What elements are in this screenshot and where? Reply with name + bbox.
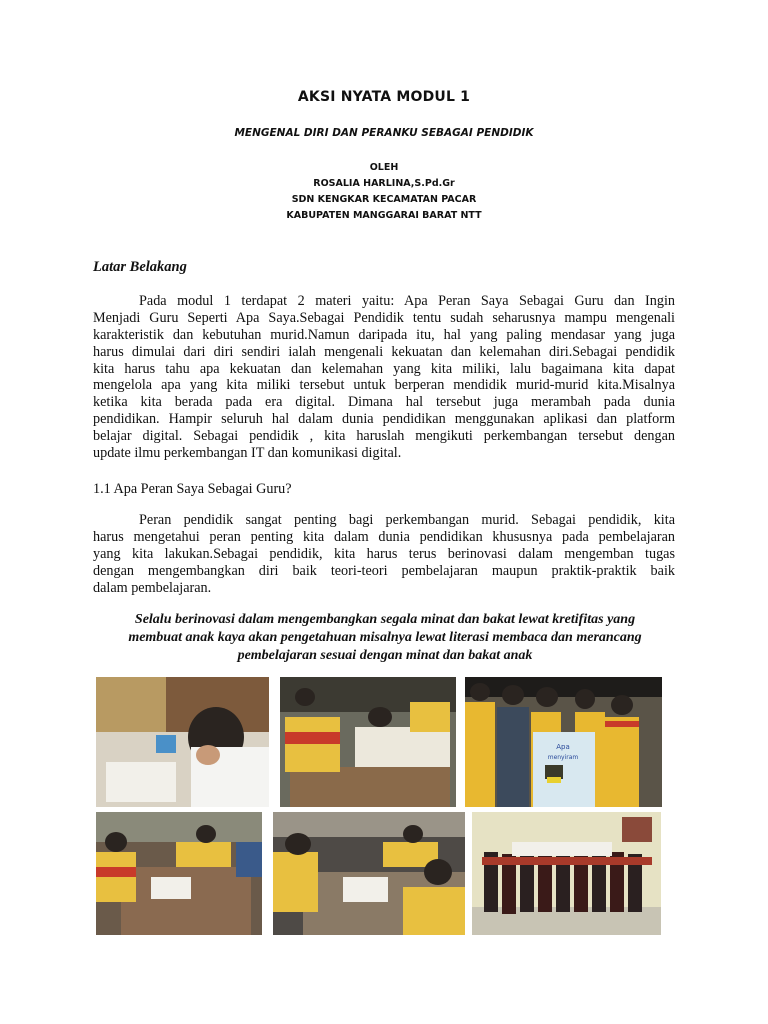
quote-line: pembelajaran sesuai dengan minat dan bakat anak bbox=[237, 648, 533, 663]
photo-group-table-work bbox=[96, 812, 262, 935]
paragraph-background bbox=[93, 293, 675, 462]
paragraph-line: dengan mengembangkan diri baik teori-teori pembelajaran maupun praktik-praktik baik bbox=[93, 562, 675, 579]
document-title: AKSI NYATA MODUL 1 bbox=[297, 89, 471, 105]
paragraph-line: yang kita lakukan.Sebagai pendidik, kita harus terus berinovasi dalam mengemban tugas bbox=[93, 545, 675, 562]
school-name: SDN KENGKAR KECAMATAN PACAR bbox=[291, 194, 477, 205]
paragraph-line: ketika kita berada pada era digital. Dimana hal tersebut juga merambah pada dunia bbox=[93, 394, 675, 411]
paragraph-line: dalam pembelajaran. bbox=[93, 579, 212, 596]
photo-group-traditional-dress bbox=[472, 812, 661, 935]
author-block bbox=[0, 160, 768, 224]
paragraph-line: pendidikan. Hampir seluruh hal dalam dunia pendidikan menggunakan aplikasi dan platform bbox=[93, 411, 675, 428]
paragraph-line: belajar digital. Sebagai pendidik , kita haruslah mengikuti perkembangan tersebut dengan bbox=[93, 428, 675, 445]
byline-label: OLEH bbox=[369, 162, 399, 173]
paragraph-line: mengelola apa yang kita miliki tersebut untuk berperan mendidik murid-murid kita.Misalnya bbox=[93, 377, 675, 394]
highlight-quote bbox=[80, 611, 690, 665]
photo-teacher-assisting-student bbox=[96, 677, 269, 807]
paragraph-teacher-role bbox=[93, 512, 675, 596]
paragraph-line: update ilmu perkembangan IT dan komunikasi digital. bbox=[93, 445, 402, 462]
paragraph-line: harus mengetahui peran penting kita dalam dunia pendidikan khususnya pada pembelajaran bbox=[93, 528, 675, 545]
document-subtitle: MENGENAL DIRI DAN PERANKU SEBAGAI PENDIDIK bbox=[234, 127, 534, 139]
paragraph-line: Peran pendidik sangat penting bagi perkembangan murid. Sebagai pendidik, kita bbox=[139, 512, 675, 528]
paragraph-line: Pada modul 1 terdapat 2 materi yaitu: Apa Peran Saya Sebagai Guru dan Ingin bbox=[139, 293, 675, 309]
paragraph-line: karakteristik dan kebutuhan murid.Namun daripada itu, hal yang paling mendasar yang juga bbox=[93, 326, 675, 343]
photo-students-drawing bbox=[280, 677, 456, 807]
regency-name: KABUPATEN MANGGARAI BARAT NTT bbox=[286, 210, 482, 221]
photo-students-with-poster bbox=[465, 677, 662, 807]
author-name: ROSALIA HARLINA,S.Pd.Gr bbox=[313, 178, 455, 189]
section-heading: Latar Belakang bbox=[93, 259, 187, 275]
paragraph-line: Menjadi Guru Seperti Apa Saya.Sebagai Pendidik tentu sudah seharusnya mampu mengenali bbox=[93, 309, 675, 326]
paragraph-line: kita harus tahu apa kekuatan dan kelemahan yang kita miliki, lalu bagaimana kita dapat bbox=[93, 360, 675, 377]
svg-text:Apa: Apa bbox=[556, 743, 570, 751]
sub-heading: 1.1 Apa Peran Saya Sebagai Guru? bbox=[93, 481, 292, 497]
quote-line: Selalu berinovasi dalam mengembangkan segala minat dan bakat lewat kretifitas yang bbox=[134, 612, 636, 627]
svg-text:menyiram: menyiram bbox=[547, 754, 579, 761]
quote-line: membuat anak kaya akan pengetahuan misalnya lewat literasi membaca dan merancang bbox=[128, 630, 642, 645]
photo-students-writing bbox=[273, 812, 465, 935]
paragraph-line: harus dimulai dari diri sendiri ialah mengenali kekuatan dan kelemahan diri.Sebagai pendidik bbox=[93, 343, 675, 360]
